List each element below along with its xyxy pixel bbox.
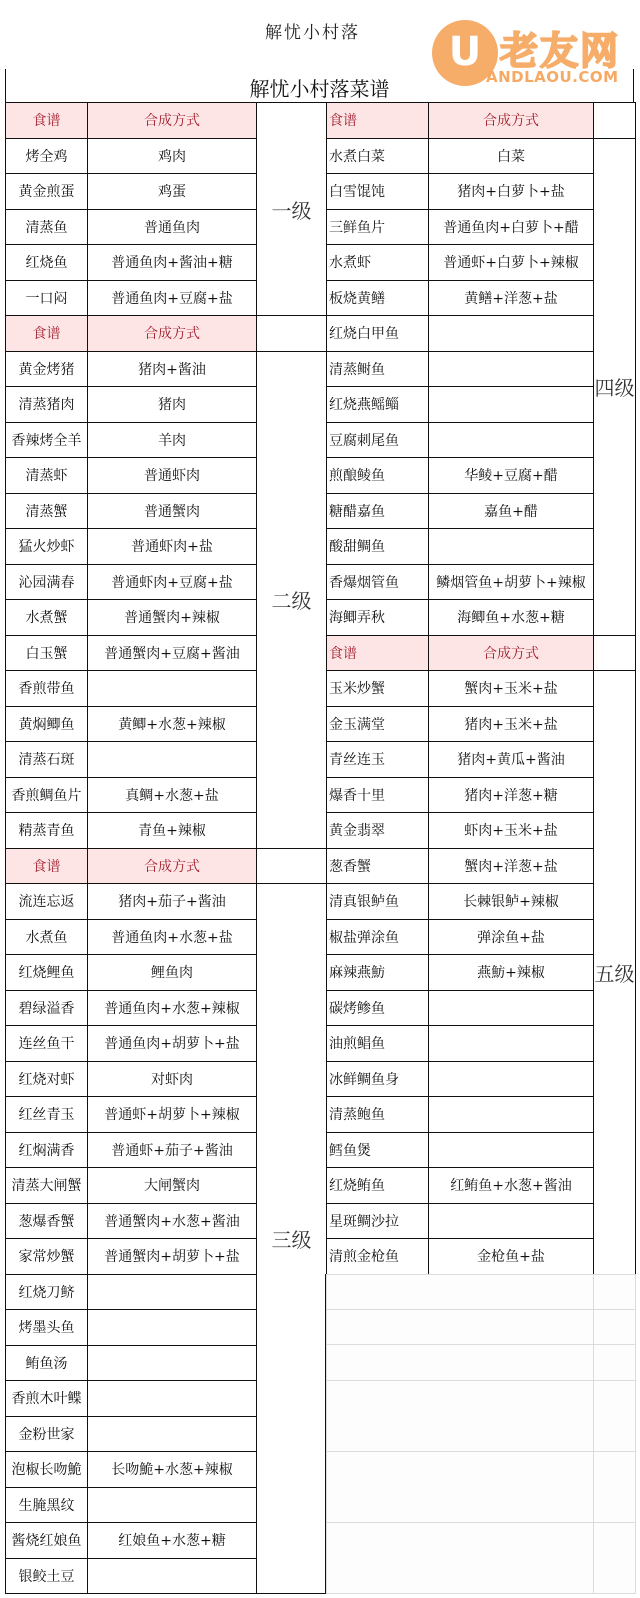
recipe-name: 清蒸蟹	[5, 493, 88, 530]
logo-text: 老友网	[500, 29, 621, 73]
recipe-method	[428, 1132, 594, 1169]
recipe-method: 黄鲫+水葱+辣椒	[87, 706, 257, 743]
recipe-method	[87, 1558, 257, 1595]
table-title-row	[5, 69, 634, 102]
logo-badge-icon: U	[432, 20, 498, 86]
recipe-method: 长吻鮠+水葱+辣椒	[87, 1451, 257, 1488]
empty-grid-cell	[593, 1274, 636, 1311]
recipe-name: 清蒸大闸蟹	[5, 1167, 88, 1204]
recipe-method: 猪肉+黄瓜+酱油	[428, 741, 594, 778]
recipe-name: 家常炒蟹	[5, 1238, 88, 1275]
empty-grid-cell	[326, 1451, 594, 1523]
recipe-method: 普通鱼肉+白萝卜+醋	[428, 209, 594, 246]
recipe-method: 羊肉	[87, 422, 257, 459]
recipe-method	[428, 1025, 594, 1062]
recipe-method: 猪肉+白萝卜+盐	[428, 173, 594, 210]
empty-grid-cell	[326, 1380, 594, 1452]
recipe-name: 红烧鲤鱼	[5, 954, 88, 991]
recipe-method: 鸡肉	[87, 138, 257, 175]
recipe-name: 香辣烤全羊	[5, 422, 88, 459]
table-title: 解忧小村落菜谱	[249, 77, 390, 101]
recipe-name: 香爆烟管鱼	[326, 564, 429, 601]
recipe-name: 煎酿鲮鱼	[326, 457, 429, 494]
recipe-name: 红烧燕鳐鲻	[326, 386, 429, 423]
recipe-method: 蟹肉+玉米+盐	[428, 670, 594, 707]
recipe-name: 流连忘返	[5, 883, 88, 920]
empty-grid-cell	[326, 1344, 594, 1381]
recipe-method: 普通鱼肉+水葱+盐	[87, 919, 257, 956]
recipe-name: 猛火炒虾	[5, 528, 88, 565]
recipe-method: 燕魴+辣椒	[428, 954, 594, 991]
column-header-method: 合成方式	[428, 635, 594, 672]
recipe-name: 麻辣燕魴	[326, 954, 429, 991]
recipe-method	[428, 422, 594, 459]
recipe-name: 糖醋嘉鱼	[326, 493, 429, 530]
table-divider	[325, 1274, 326, 1595]
level-label: 五级	[593, 670, 636, 1275]
recipe-name: 黄金烤猪	[5, 351, 88, 388]
recipe-name: 红烧白甲鱼	[326, 315, 429, 352]
recipe-method	[428, 1203, 594, 1240]
column-header-recipe: 食谱	[5, 315, 88, 352]
recipe-name: 碧绿溢香	[5, 990, 88, 1027]
recipe-method: 弹涂鱼+盐	[428, 919, 594, 956]
recipe-name: 水煮虾	[326, 244, 429, 281]
recipe-name: 玉米炒蟹	[326, 670, 429, 707]
recipe-name: 酸甜鲷鱼	[326, 528, 429, 565]
recipe-name: 一口闷	[5, 280, 88, 317]
recipe-method: 普通虾+胡萝卜+辣椒	[87, 1096, 257, 1133]
recipe-name: 银鲛土豆	[5, 1558, 88, 1595]
recipe-method: 猪肉	[87, 386, 257, 423]
level-header-blank	[256, 848, 327, 885]
empty-grid-cell	[593, 1380, 636, 1452]
recipe-method: 猪肉+茄子+酱油	[87, 883, 257, 920]
recipe-name: 烤墨头鱼	[5, 1309, 88, 1346]
recipe-method	[87, 1309, 257, 1346]
recipe-name: 海鲫弄秋	[326, 599, 429, 636]
recipe-method: 猪肉+玉米+盐	[428, 706, 594, 743]
recipe-name: 黄金翡翠	[326, 812, 429, 849]
recipe-name: 清蒸鲍鱼	[326, 1096, 429, 1133]
recipe-method	[87, 1274, 257, 1311]
recipe-method: 红鲔鱼+水葱+酱油	[428, 1167, 594, 1204]
recipe-name: 烤全鸡	[5, 138, 88, 175]
recipe-method: 普通蟹肉+豆腐+酱油	[87, 635, 257, 672]
level-header-blank	[593, 102, 636, 139]
recipe-name: 冰鲜鲷鱼身	[326, 1061, 429, 1098]
recipe-method	[87, 1416, 257, 1453]
recipe-method: 长棘银鲈+辣椒	[428, 883, 594, 920]
column-header-method: 合成方式	[87, 315, 257, 352]
recipe-method	[87, 1345, 257, 1382]
recipe-method: 普通鱼肉+胡萝卜+盐	[87, 1025, 257, 1062]
column-header-recipe: 食谱	[326, 102, 429, 139]
recipe-method: 白菜	[428, 138, 594, 175]
recipe-name: 清蒸猪肉	[5, 386, 88, 423]
recipe-name: 清真银鲈鱼	[326, 883, 429, 920]
recipe-name: 水煮蟹	[5, 599, 88, 636]
recipe-method	[87, 1380, 257, 1417]
recipe-name: 清蒸鲥鱼	[326, 351, 429, 388]
recipe-method	[428, 528, 594, 565]
recipe-name: 椒盐弹涂鱼	[326, 919, 429, 956]
recipe-method	[428, 990, 594, 1027]
recipe-name: 鳕鱼煲	[326, 1132, 429, 1169]
recipe-name: 星斑鲷沙拉	[326, 1203, 429, 1240]
recipe-method: 真鲷+水葱+盐	[87, 777, 257, 814]
recipe-name: 清蒸石斑	[5, 741, 88, 778]
column-header-method: 合成方式	[87, 848, 257, 885]
recipe-name: 金粉世家	[5, 1416, 88, 1453]
page-title: 解忧小村落	[265, 23, 360, 43]
recipe-name: 泡椒长吻鮠	[5, 1451, 88, 1488]
empty-grid-cell	[326, 1309, 594, 1345]
recipe-method	[428, 315, 594, 352]
recipe-method: 猪肉+洋葱+糖	[428, 777, 594, 814]
recipe-name: 清蒸虾	[5, 457, 88, 494]
recipe-method: 华鲮+豆腐+醋	[428, 457, 594, 494]
recipe-name: 油煎鲳鱼	[326, 1025, 429, 1062]
recipe-method: 对虾肉	[87, 1061, 257, 1098]
recipe-method: 海鲫鱼+水葱+糖	[428, 599, 594, 636]
level-header-blank	[256, 315, 327, 352]
recipe-method: 猪肉+酱油	[87, 351, 257, 388]
recipe-name: 碳烤鲹鱼	[326, 990, 429, 1027]
recipe-method: 蟹肉+洋葱+盐	[428, 848, 594, 885]
level-label: 二级	[256, 351, 327, 849]
recipe-method: 普通虾肉+盐	[87, 528, 257, 565]
empty-grid-cell	[593, 1344, 636, 1381]
recipe-name: 红烧刀鲚	[5, 1274, 88, 1311]
recipe-method: 青鱼+辣椒	[87, 812, 257, 849]
recipe-name: 生腌黑纹	[5, 1487, 88, 1524]
recipe-name: 沁园满春	[5, 564, 88, 601]
recipe-method: 黄鳝+洋葱+盐	[428, 280, 594, 317]
recipe-name: 红烧对虾	[5, 1061, 88, 1098]
recipe-name: 酱烧红娘鱼	[5, 1522, 88, 1559]
level-label: 一级	[256, 102, 327, 316]
recipe-name: 青丝连玉	[326, 741, 429, 778]
empty-grid-cell	[593, 1522, 636, 1594]
empty-grid-cell	[326, 1522, 594, 1594]
recipe-method: 虾肉+玉米+盐	[428, 812, 594, 849]
recipe-name: 香煎带鱼	[5, 670, 88, 707]
recipe-name: 红焖满香	[5, 1132, 88, 1169]
recipe-method: 普通鱼肉+酱油+糖	[87, 244, 257, 281]
recipe-method: 普通虾肉+豆腐+盐	[87, 564, 257, 601]
recipe-method: 普通虾+茄子+酱油	[87, 1132, 257, 1169]
recipe-name: 香煎鲷鱼片	[5, 777, 88, 814]
recipe-name: 葱爆香蟹	[5, 1203, 88, 1240]
recipe-name: 红烧鲔鱼	[326, 1167, 429, 1204]
recipe-method: 普通蟹肉	[87, 493, 257, 530]
empty-grid-cell	[593, 1309, 636, 1345]
level-label: 四级	[593, 138, 636, 636]
recipe-name: 黄焖鲫鱼	[5, 706, 88, 743]
column-header-recipe: 食谱	[326, 635, 429, 672]
column-header-method: 合成方式	[428, 102, 594, 139]
recipe-name: 水煮鱼	[5, 919, 88, 956]
recipe-method: 红娘鱼+水葱+糖	[87, 1522, 257, 1559]
recipe-name: 白玉蟹	[5, 635, 88, 672]
recipe-name: 红烧鱼	[5, 244, 88, 281]
logo-domain: ANDLAOU.COM	[486, 68, 619, 86]
recipe-method	[87, 670, 257, 707]
recipe-method: 鲤鱼肉	[87, 954, 257, 991]
recipe-name: 白雪馄饨	[326, 173, 429, 210]
recipe-method: 普通蟹肉+胡萝卜+盐	[87, 1238, 257, 1275]
recipe-name: 爆香十里	[326, 777, 429, 814]
recipe-method	[428, 1061, 594, 1098]
recipe-name: 清蒸鱼	[5, 209, 88, 246]
recipe-method: 普通鱼肉+水葱+辣椒	[87, 990, 257, 1027]
recipe-method	[87, 1487, 257, 1524]
recipe-method: 嘉鱼+醋	[428, 493, 594, 530]
recipe-name: 水煮白菜	[326, 138, 429, 175]
recipe-method: 普通鱼肉+豆腐+盐	[87, 280, 257, 317]
recipe-method: 普通蟹肉+辣椒	[87, 599, 257, 636]
empty-grid-cell	[593, 1451, 636, 1523]
recipe-method: 普通虾+白萝卜+辣椒	[428, 244, 594, 281]
recipe-method: 普通虾肉	[87, 457, 257, 494]
recipe-name: 香煎木叶鲽	[5, 1380, 88, 1417]
recipe-method: 鸡蛋	[87, 173, 257, 210]
recipe-name: 连丝鱼干	[5, 1025, 88, 1062]
recipe-method	[428, 1096, 594, 1133]
column-header-method: 合成方式	[87, 102, 257, 139]
recipe-method: 金枪鱼+盐	[428, 1238, 594, 1275]
level-label: 三级	[256, 883, 327, 1594]
recipe-method: 普通鱼肉	[87, 209, 257, 246]
level-header-blank	[593, 635, 636, 672]
column-header-recipe: 食谱	[5, 102, 88, 139]
recipe-method	[87, 741, 257, 778]
recipe-method: 大闸蟹肉	[87, 1167, 257, 1204]
recipe-method	[428, 351, 594, 388]
recipe-name: 黄金煎蛋	[5, 173, 88, 210]
recipe-name: 鲔鱼汤	[5, 1345, 88, 1382]
recipe-name: 三鲜鱼片	[326, 209, 429, 246]
column-header-recipe: 食谱	[5, 848, 88, 885]
recipe-method: 普通蟹肉+水葱+酱油	[87, 1203, 257, 1240]
recipe-name: 清煎金枪鱼	[326, 1238, 429, 1275]
recipe-name: 豆腐刺尾鱼	[326, 422, 429, 459]
recipe-name: 金玉满堂	[326, 706, 429, 743]
empty-grid-cell	[326, 1274, 594, 1311]
recipe-method	[428, 386, 594, 423]
recipe-name: 葱香蟹	[326, 848, 429, 885]
recipe-name: 精蒸青鱼	[5, 812, 88, 849]
recipe-name: 板烧黄鳝	[326, 280, 429, 317]
recipe-method: 鳞烟管鱼+胡萝卜+辣椒	[428, 564, 594, 601]
recipe-name: 红丝青玉	[5, 1096, 88, 1133]
